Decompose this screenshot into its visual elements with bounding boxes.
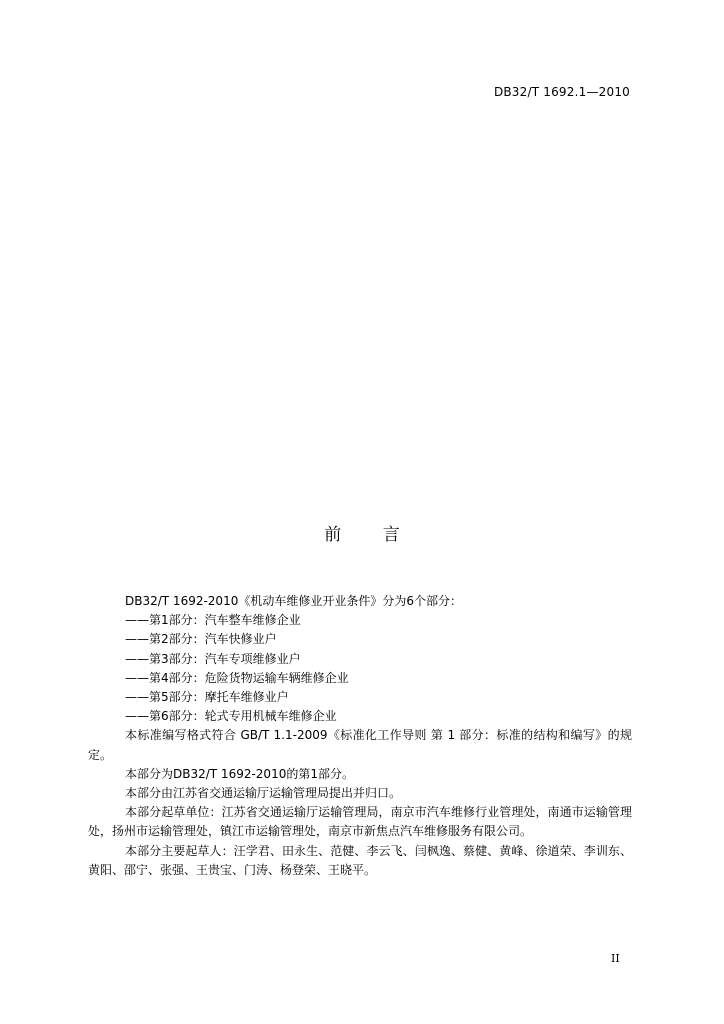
list-item-part-5: ——第5部分：摩托车维修业户 [125, 690, 289, 705]
standard-code: DB32/T 1692.1—2010 [493, 85, 630, 99]
list-item-part-2: ——第2部分：汽车快修业户 [125, 632, 277, 647]
paragraph-format: 本标准编写格式符合 GB/T 1.1-2009《标准化工作导则 第 1 部分：标准的结构和编写》的规定。 [88, 728, 632, 762]
foreword-body [88, 592, 632, 880]
list-item-part-6: ——第6部分：轮式专用机械车维修企业 [125, 709, 337, 724]
foreword-title: 前 言 [324, 525, 418, 545]
page-number: II [611, 952, 620, 965]
list-item-part-1: ——第1部分：汽车整车维修企业 [125, 613, 301, 628]
paragraph-intro: DB32/T 1692-2010《机动车维修业开业条件》分为6个部分： [125, 594, 462, 608]
paragraph-drafters: 本部分主要起草人：汪学君、田永生、范健、李云飞、闫枫逸、蔡健、黄峰、徐道荣、李训东、黄阳、邵宁、张强、王贵宝、门涛、杨登荣、王晓平。 [88, 843, 632, 877]
list-item-part-4: ——第4部分：危险货物运输车辆维修企业 [125, 670, 349, 685]
paragraph-part-scope: 本部分为DB32/T 1692-2010的第1部分。 [125, 766, 354, 781]
paragraph-drafting-units: 本部分起草单位：江苏省交通运输厅运输管理局，南京市汽车维修行业管理处，南通市运输管理处，扬州市运输管理处，镇江市运输管理处，南京市新焦点汽车维修服务有限公司。 [88, 805, 632, 839]
list-item-part-3: ——第3部分：汽车专项维修业户 [125, 651, 301, 666]
paragraph-proposer: 本部分由江苏省交通运输厅运输管理局提出并归口。 [125, 786, 402, 801]
